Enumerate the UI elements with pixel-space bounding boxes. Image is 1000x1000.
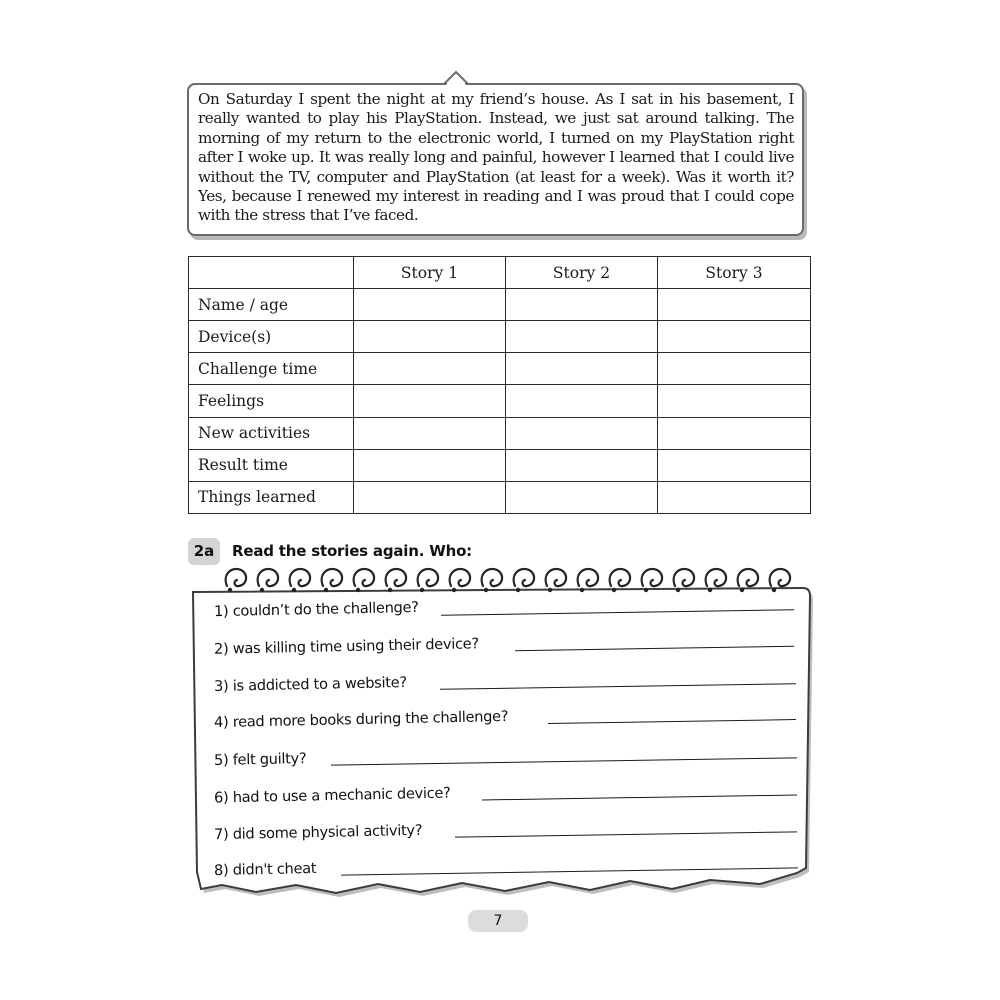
header-cell: Story 3 xyxy=(658,257,811,289)
header-cell: Story 2 xyxy=(506,257,658,289)
spiral-ring-icon xyxy=(290,569,310,586)
question-5: 5) felt guilty? xyxy=(213,750,307,769)
spiral-ring-icon xyxy=(322,569,342,586)
spiral-ring-icon xyxy=(770,569,790,586)
binding-hole-icon xyxy=(260,588,264,592)
spiral-ring-icon xyxy=(226,569,246,586)
row-label: Result time xyxy=(189,449,354,481)
binding-hole-icon xyxy=(292,588,296,592)
question-2: 2) was killing time using their device? xyxy=(213,635,480,658)
question-7: 7) did some physical activity? xyxy=(213,821,423,844)
header-cell: Story 1 xyxy=(354,257,506,289)
exercise-instruction: Read the stories again. Who: xyxy=(232,542,472,560)
binding-hole-icon xyxy=(708,588,712,592)
question-4: 4) read more books during the challenge? xyxy=(213,707,509,732)
exercise-number-badge: 2a xyxy=(188,538,220,565)
binding-hole-icon xyxy=(644,588,648,592)
binding-hole-icon xyxy=(580,588,584,592)
spiral-ring-icon xyxy=(258,569,278,586)
binding-hole-icon xyxy=(772,588,776,592)
spiral-ring-icon xyxy=(674,569,694,586)
spiral-ring-icon xyxy=(706,569,726,586)
spiral-ring-icon xyxy=(514,569,534,586)
spiral-ring-icon xyxy=(482,569,502,586)
page-number: 7 xyxy=(468,910,528,932)
row-label: New activities xyxy=(189,417,354,449)
story-text: On Saturday I spent the night at my friend’s house. As I sat in his basement, I really wanted to play his PlayStation. Instead, we just sat around talking. The morning of my return to the electronic world, I turned on my PlayStation right after I woke up. It was really long and painful, however I learned that I could live without the TV, computer and PlayStation (at least for a week). Was it worth it? Yes, because I renewed my interest in reading and I was proud that I could cope with the stress that I’ve faced. xyxy=(198,90,794,225)
spiral-ring-icon xyxy=(578,569,598,586)
spiral-ring-icon xyxy=(386,569,406,586)
binding-hole-icon xyxy=(388,588,392,592)
binding-hole-icon xyxy=(740,588,744,592)
question-3: 3) is addicted to a website? xyxy=(213,673,407,696)
spiral-ring-icon xyxy=(610,569,630,586)
binding-hole-icon xyxy=(452,588,456,592)
question-6: 6) had to use a mechanic device? xyxy=(213,784,451,807)
binding-hole-icon xyxy=(612,588,616,592)
binding-hole-icon xyxy=(516,588,520,592)
row-label: Device(s) xyxy=(189,321,354,353)
question-8: 8) didn't cheat xyxy=(213,859,317,880)
spiral-ring-icon xyxy=(450,569,470,586)
row-label: Things learned xyxy=(189,481,354,513)
binding-hole-icon xyxy=(484,588,488,592)
binding-hole-icon xyxy=(356,588,360,592)
spiral-ring-icon xyxy=(738,569,758,586)
binding-hole-icon xyxy=(676,588,680,592)
row-label: Challenge time xyxy=(189,353,354,385)
row-label: Name / age xyxy=(189,289,354,321)
spiral-ring-icon xyxy=(354,569,374,586)
binding-hole-icon xyxy=(228,588,232,592)
binding-hole-icon xyxy=(420,588,424,592)
spiral-ring-icon xyxy=(418,569,438,586)
question-1: 1) couldn’t do the challenge? xyxy=(213,598,419,621)
spiral-ring-icon xyxy=(546,569,566,586)
binding-hole-icon xyxy=(548,588,552,592)
row-label: Feelings xyxy=(189,385,354,417)
spiral-ring-icon xyxy=(642,569,662,586)
binding-hole-icon xyxy=(324,588,328,592)
